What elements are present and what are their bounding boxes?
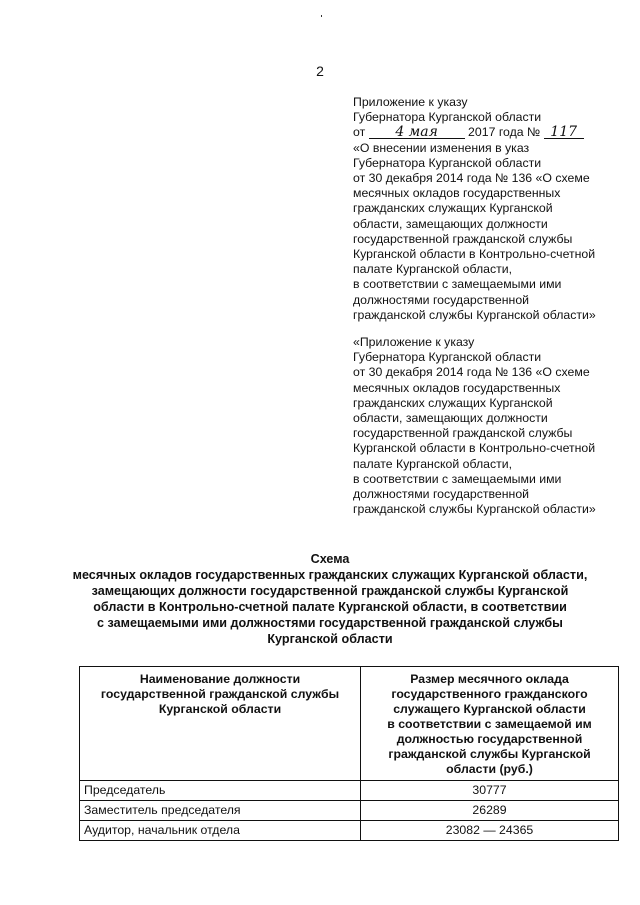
schema-title-line: замещающих должности государственной гражданской службы Курганской [91,584,569,598]
appendix-original-line: в соответствии с замещаемыми ими [353,471,562,486]
header-salary-line: гражданской службы Курганской [388,747,591,761]
date-prefix: от [353,125,366,140]
appendix-original-line: государственной гражданской службы [353,426,573,441]
table-row [80,801,619,821]
schema-title-line: с замещаемыми ими должностями государственной гражданской службы [97,616,563,630]
amendment-line: гражданской службы Курганской области» [353,307,596,322]
amendment-line: месячных окладов государственных [353,186,561,201]
header-salary-line: области (руб.) [446,762,533,776]
appendix-original-line: гражданской службы Курганской области» [353,502,596,517]
header-salary-line: служащего Курганской области [393,702,586,716]
schema-title-line: области в Контрольно-счетной палате Курганской области, в соответствии [93,600,567,614]
amendment-line: области, замещающих должности [353,216,548,231]
appendix-header [353,95,623,323]
header-salary [361,667,619,781]
scan-mark [321,15,322,17]
salary-cell: 23082 — 24365 [361,821,619,841]
appendix-header-line: Губернатора Курганской области [353,110,542,125]
salary-cell: 26289 [361,801,619,821]
table-row [80,781,619,801]
appendix-original [353,335,623,517]
handwritten-date: 4 мая [369,126,465,139]
salary-table [79,666,619,841]
appendix-original-line: Губернатора Курганской области [353,350,542,365]
table-row [80,821,619,841]
appendix-original-line: палате Курганской области, [353,456,513,471]
appendix-original-line: Курганской области в Контрольно-счетной [353,441,596,456]
header-position [80,667,361,781]
schema-title [40,551,620,647]
amendment-line: палате Курганской области, [353,262,513,277]
amendment-line: Губернатора Курганской области [353,155,542,170]
amendment-line: от 30 декабря 2014 года № 136 «О схеме [353,171,590,186]
appendix-original-line: области, замещающих должности [353,411,548,426]
date-line [353,125,623,140]
table-header-row [80,667,619,781]
schema-title-line: Курганской области [267,632,393,646]
handwritten-number: 117 [544,126,584,139]
header-salary-line: должностью государственной [396,732,583,746]
header-position-line: Курганской области [158,702,282,716]
schema-title-line: месячных окладов государственных гражданских служащих Курганской области, [72,568,588,582]
header-position-line: государственной гражданской службы [100,687,340,701]
amendment-line: в соответствии с замещаемыми ими [353,277,562,292]
header-salary-line: Размер месячного оклада [410,672,569,686]
appendix-original-line: месячных окладов государственных [353,380,561,395]
year-text: 2017 года № [468,125,541,140]
schema-title-heading: Схема [310,552,350,566]
appendix-header-line: Приложение к указу [353,95,468,109]
amendment-line: государственной гражданской службы [353,231,573,246]
position-cell: Заместитель председателя [80,801,361,821]
appendix-original-line: гражданских служащих Курганской [353,395,553,410]
amendment-line: Курганской области в Контрольно-счетной [353,247,596,262]
amendment-line: должностями государственной [353,292,530,307]
appendix-original-line: от 30 декабря 2014 года № 136 «О схеме [353,365,590,380]
header-position-line: Наименование должности [139,672,301,686]
position-cell: Председатель [80,781,361,801]
header-salary-line: в соответствии с замещаемой им [387,717,592,731]
appendix-original-line: «Приложение к указу [353,335,475,349]
page-number: 2 [316,63,324,79]
amendment-line: гражданских служащих Курганской [353,201,553,216]
appendix-original-line: должностями государственной [353,487,530,502]
header-salary-line: государственного гражданского [391,687,588,701]
salary-cell: 30777 [361,781,619,801]
position-cell: Аудитор, начальник отдела [80,821,361,841]
amendment-line: «О внесении изменения в указ [353,140,530,155]
